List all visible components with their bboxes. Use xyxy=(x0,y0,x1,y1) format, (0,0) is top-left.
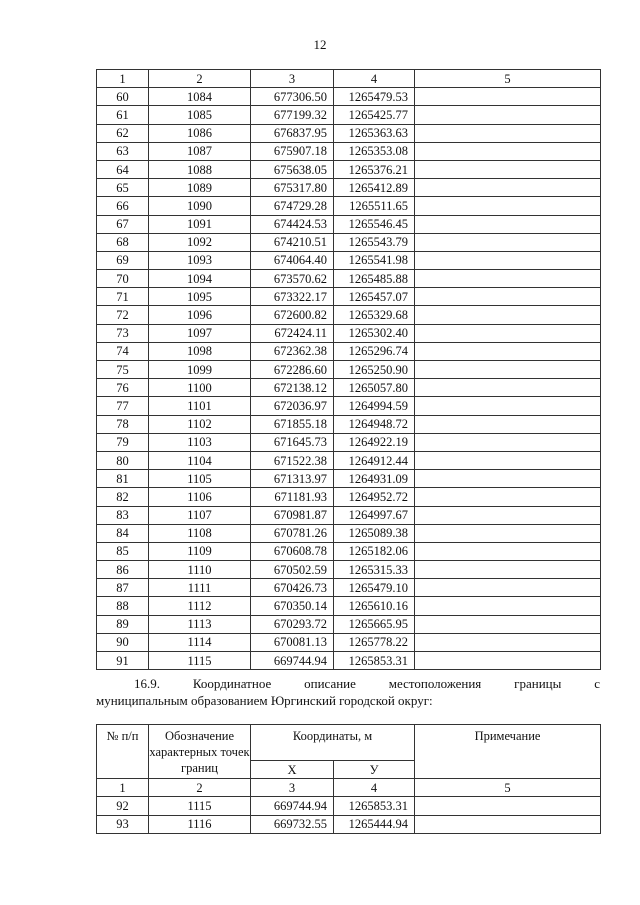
point-number-cell: 63 xyxy=(97,142,149,160)
coord-y-cell: 1265541.98 xyxy=(334,251,415,269)
table-row xyxy=(97,160,601,178)
coord-y-cell: 1264952.72 xyxy=(334,488,415,506)
note-cell xyxy=(415,288,601,306)
coord-x-cell: 670502.59 xyxy=(251,561,334,579)
coord-y-cell: 1265315.33 xyxy=(334,561,415,579)
note-cell xyxy=(415,324,601,342)
coord-y-cell: 1264922.19 xyxy=(334,433,415,451)
point-number-cell: 71 xyxy=(97,288,149,306)
point-designation-cell: 1099 xyxy=(149,361,251,379)
col-number-4: 4 xyxy=(334,70,415,88)
coord-x-cell: 677199.32 xyxy=(251,106,334,124)
point-designation-cell: 1100 xyxy=(149,379,251,397)
coord-y-cell: 1265250.90 xyxy=(334,361,415,379)
point-number-cell: 92 xyxy=(97,797,149,815)
coord-x-cell: 671181.93 xyxy=(251,488,334,506)
point-designation-cell: 1113 xyxy=(149,615,251,633)
note-cell xyxy=(415,270,601,288)
coord-y-cell: 1265457.07 xyxy=(334,288,415,306)
table-row xyxy=(97,361,601,379)
note-cell xyxy=(415,361,601,379)
point-number-cell: 70 xyxy=(97,270,149,288)
table-row xyxy=(97,251,601,269)
coord-x-cell: 674729.28 xyxy=(251,197,334,215)
coord-y-cell: 1265543.79 xyxy=(334,233,415,251)
point-designation-cell: 1090 xyxy=(149,197,251,215)
table-row xyxy=(97,324,601,342)
point-designation-cell: 1115 xyxy=(149,797,251,815)
coordinates-table-yurga xyxy=(96,724,601,834)
table-row xyxy=(97,506,601,524)
table-row xyxy=(97,488,601,506)
point-number-cell: 68 xyxy=(97,233,149,251)
point-number-cell: 84 xyxy=(97,524,149,542)
table-row xyxy=(97,288,601,306)
point-number-cell: 75 xyxy=(97,361,149,379)
point-designation-cell: 1095 xyxy=(149,288,251,306)
point-designation-cell: 1114 xyxy=(149,633,251,651)
note-cell xyxy=(415,179,601,197)
coord-y-cell: 1265425.77 xyxy=(334,106,415,124)
col-number-1: 1 xyxy=(97,70,149,88)
point-designation-cell: 1109 xyxy=(149,542,251,560)
point-designation-cell: 1089 xyxy=(149,179,251,197)
coord-y-cell: 1265546.45 xyxy=(334,215,415,233)
note-cell xyxy=(415,415,601,433)
table-row xyxy=(97,615,601,633)
note-cell xyxy=(415,106,601,124)
point-designation-cell: 1088 xyxy=(149,160,251,178)
table-row xyxy=(97,124,601,142)
point-designation-cell: 1111 xyxy=(149,579,251,597)
table-column-numbering xyxy=(97,779,601,797)
coord-x-cell: 670426.73 xyxy=(251,579,334,597)
page-number: 12 xyxy=(313,37,327,52)
coord-y-cell: 1265353.08 xyxy=(334,142,415,160)
table-row xyxy=(97,524,601,542)
point-number-cell: 76 xyxy=(97,379,149,397)
point-designation-cell: 1086 xyxy=(149,124,251,142)
col-number-2: 2 xyxy=(149,70,251,88)
point-number-cell: 62 xyxy=(97,124,149,142)
table-row xyxy=(97,306,601,324)
note-cell xyxy=(415,233,601,251)
point-number-cell: 86 xyxy=(97,561,149,579)
coord-y-cell: 1265412.89 xyxy=(334,179,415,197)
table-row xyxy=(97,797,601,815)
table-row xyxy=(97,142,601,160)
note-cell xyxy=(415,524,601,542)
note-cell xyxy=(415,451,601,469)
coord-x-cell: 675317.80 xyxy=(251,179,334,197)
note-cell xyxy=(415,88,601,106)
coord-x-cell: 671855.18 xyxy=(251,415,334,433)
point-number-cell: 74 xyxy=(97,342,149,360)
table-row xyxy=(97,633,601,651)
point-number-cell: 87 xyxy=(97,579,149,597)
coord-y-cell: 1265363.63 xyxy=(334,124,415,142)
section-heading-line-2: муниципальным образованием Юргинский городской округ: xyxy=(96,693,433,708)
point-designation-cell: 1116 xyxy=(149,815,251,833)
col-number-3: 3 xyxy=(251,779,334,797)
table-row xyxy=(97,379,601,397)
note-cell xyxy=(415,615,601,633)
header-x: Х xyxy=(251,761,334,779)
coord-x-cell: 669744.94 xyxy=(251,652,334,670)
point-number-cell: 65 xyxy=(97,179,149,197)
coord-x-cell: 669744.94 xyxy=(251,797,334,815)
coord-x-cell: 675638.05 xyxy=(251,160,334,178)
coord-x-cell: 671522.38 xyxy=(251,451,334,469)
coord-y-cell: 1265302.40 xyxy=(334,324,415,342)
coord-x-cell: 671645.73 xyxy=(251,433,334,451)
coord-y-cell: 1264912.44 xyxy=(334,451,415,469)
point-number-cell: 69 xyxy=(97,251,149,269)
point-number-cell: 89 xyxy=(97,615,149,633)
coord-x-cell: 672600.82 xyxy=(251,306,334,324)
coord-y-cell: 1265479.53 xyxy=(334,88,415,106)
header-point-number: № п/п xyxy=(97,725,149,779)
point-designation-cell: 1085 xyxy=(149,106,251,124)
note-cell xyxy=(415,488,601,506)
point-number-cell: 72 xyxy=(97,306,149,324)
point-designation-cell: 1101 xyxy=(149,397,251,415)
point-designation-cell: 1105 xyxy=(149,470,251,488)
point-designation-cell: 1110 xyxy=(149,561,251,579)
coord-y-cell: 1265853.31 xyxy=(334,652,415,670)
coord-x-cell: 672036.97 xyxy=(251,397,334,415)
coord-x-cell: 670981.87 xyxy=(251,506,334,524)
col-number-2: 2 xyxy=(149,779,251,797)
coord-x-cell: 670608.78 xyxy=(251,542,334,560)
coord-x-cell: 672138.12 xyxy=(251,379,334,397)
point-designation-cell: 1084 xyxy=(149,88,251,106)
point-designation-cell: 1087 xyxy=(149,142,251,160)
table-row xyxy=(97,542,601,560)
section-heading-line-1: 16.9. Координатное описание местоположения границы с xyxy=(134,676,600,691)
point-number-cell: 64 xyxy=(97,160,149,178)
note-cell xyxy=(415,142,601,160)
header-point-designation: Обозначение характерных точек границ xyxy=(149,725,251,779)
coord-x-cell: 674064.40 xyxy=(251,251,334,269)
col-number-1: 1 xyxy=(97,779,149,797)
point-number-cell: 83 xyxy=(97,506,149,524)
note-cell xyxy=(415,160,601,178)
coordinates-table-continued xyxy=(96,69,601,670)
coord-y-cell: 1264948.72 xyxy=(334,415,415,433)
coord-x-cell: 670350.14 xyxy=(251,597,334,615)
note-cell xyxy=(415,433,601,451)
table-row xyxy=(97,451,601,469)
coord-y-cell: 1265610.16 xyxy=(334,597,415,615)
point-number-cell: 85 xyxy=(97,542,149,560)
col-number-5: 5 xyxy=(415,70,601,88)
table-row xyxy=(97,215,601,233)
table-header-row xyxy=(97,725,601,761)
coord-y-cell: 1265511.65 xyxy=(334,197,415,215)
point-number-cell: 66 xyxy=(97,197,149,215)
note-cell xyxy=(415,470,601,488)
table-row xyxy=(97,88,601,106)
point-number-cell: 61 xyxy=(97,106,149,124)
note-cell xyxy=(415,379,601,397)
point-number-cell: 91 xyxy=(97,652,149,670)
coord-y-cell: 1265182.06 xyxy=(334,542,415,560)
note-cell xyxy=(415,815,601,833)
table-row xyxy=(97,179,601,197)
col-number-5: 5 xyxy=(415,779,601,797)
header-y: У xyxy=(334,761,415,779)
note-cell xyxy=(415,542,601,560)
point-designation-cell: 1106 xyxy=(149,488,251,506)
coord-x-cell: 669732.55 xyxy=(251,815,334,833)
point-designation-cell: 1104 xyxy=(149,451,251,469)
point-designation-cell: 1094 xyxy=(149,270,251,288)
note-cell xyxy=(415,397,601,415)
coord-y-cell: 1265057.80 xyxy=(334,379,415,397)
table-column-numbering xyxy=(97,70,601,88)
coord-x-cell: 672424.11 xyxy=(251,324,334,342)
point-number-cell: 67 xyxy=(97,215,149,233)
coord-y-cell: 1265479.10 xyxy=(334,579,415,597)
table-row xyxy=(97,415,601,433)
note-cell xyxy=(415,597,601,615)
point-designation-cell: 1108 xyxy=(149,524,251,542)
point-number-cell: 60 xyxy=(97,88,149,106)
point-designation-cell: 1098 xyxy=(149,342,251,360)
coord-y-cell: 1265485.88 xyxy=(334,270,415,288)
point-designation-cell: 1115 xyxy=(149,652,251,670)
coord-y-cell: 1264931.09 xyxy=(334,470,415,488)
coord-x-cell: 673570.62 xyxy=(251,270,334,288)
coord-x-cell: 675907.18 xyxy=(251,142,334,160)
table-row xyxy=(97,597,601,615)
table-row xyxy=(97,652,601,670)
coord-x-cell: 670293.72 xyxy=(251,615,334,633)
note-cell xyxy=(415,652,601,670)
point-number-cell: 80 xyxy=(97,451,149,469)
table-row xyxy=(97,233,601,251)
point-number-cell: 88 xyxy=(97,597,149,615)
coord-y-cell: 1264997.67 xyxy=(334,506,415,524)
coord-x-cell: 677306.50 xyxy=(251,88,334,106)
point-number-cell: 73 xyxy=(97,324,149,342)
table-row xyxy=(97,470,601,488)
table-row xyxy=(97,433,601,451)
header-note: Примечание xyxy=(415,725,601,779)
point-number-cell: 90 xyxy=(97,633,149,651)
note-cell xyxy=(415,633,601,651)
coord-y-cell: 1264994.59 xyxy=(334,397,415,415)
table-row xyxy=(97,342,601,360)
point-designation-cell: 1097 xyxy=(149,324,251,342)
note-cell xyxy=(415,342,601,360)
coord-y-cell: 1265089.38 xyxy=(334,524,415,542)
table-row xyxy=(97,579,601,597)
col-number-4: 4 xyxy=(334,779,415,797)
point-number-cell: 82 xyxy=(97,488,149,506)
coord-y-cell: 1265444.94 xyxy=(334,815,415,833)
point-designation-cell: 1102 xyxy=(149,415,251,433)
coord-y-cell: 1265296.74 xyxy=(334,342,415,360)
coord-x-cell: 673322.17 xyxy=(251,288,334,306)
coord-y-cell: 1265853.31 xyxy=(334,797,415,815)
point-number-cell: 93 xyxy=(97,815,149,833)
note-cell xyxy=(415,306,601,324)
coord-x-cell: 672362.38 xyxy=(251,342,334,360)
col-number-3: 3 xyxy=(251,70,334,88)
coord-x-cell: 671313.97 xyxy=(251,470,334,488)
note-cell xyxy=(415,506,601,524)
table-row xyxy=(97,815,601,833)
header-coordinates: Координаты, м xyxy=(251,725,415,761)
coord-x-cell: 672286.60 xyxy=(251,361,334,379)
point-designation-cell: 1091 xyxy=(149,215,251,233)
note-cell xyxy=(415,561,601,579)
point-designation-cell: 1096 xyxy=(149,306,251,324)
note-cell xyxy=(415,197,601,215)
table-row xyxy=(97,197,601,215)
section-16-9-heading xyxy=(96,675,600,709)
note-cell xyxy=(415,579,601,597)
point-number-cell: 79 xyxy=(97,433,149,451)
point-number-cell: 78 xyxy=(97,415,149,433)
coord-y-cell: 1265376.21 xyxy=(334,160,415,178)
note-cell xyxy=(415,215,601,233)
note-cell xyxy=(415,124,601,142)
coord-x-cell: 674424.53 xyxy=(251,215,334,233)
table-row xyxy=(97,561,601,579)
point-designation-cell: 1092 xyxy=(149,233,251,251)
coord-y-cell: 1265778.22 xyxy=(334,633,415,651)
point-designation-cell: 1103 xyxy=(149,433,251,451)
coord-x-cell: 674210.51 xyxy=(251,233,334,251)
note-cell xyxy=(415,251,601,269)
table-row xyxy=(97,270,601,288)
note-cell xyxy=(415,797,601,815)
coord-x-cell: 676837.95 xyxy=(251,124,334,142)
table-row xyxy=(97,397,601,415)
coord-x-cell: 670781.26 xyxy=(251,524,334,542)
point-designation-cell: 1107 xyxy=(149,506,251,524)
coord-x-cell: 670081.13 xyxy=(251,633,334,651)
point-number-cell: 77 xyxy=(97,397,149,415)
coord-y-cell: 1265329.68 xyxy=(334,306,415,324)
table-row xyxy=(97,106,601,124)
point-number-cell: 81 xyxy=(97,470,149,488)
point-designation-cell: 1093 xyxy=(149,251,251,269)
point-designation-cell: 1112 xyxy=(149,597,251,615)
coord-y-cell: 1265665.95 xyxy=(334,615,415,633)
